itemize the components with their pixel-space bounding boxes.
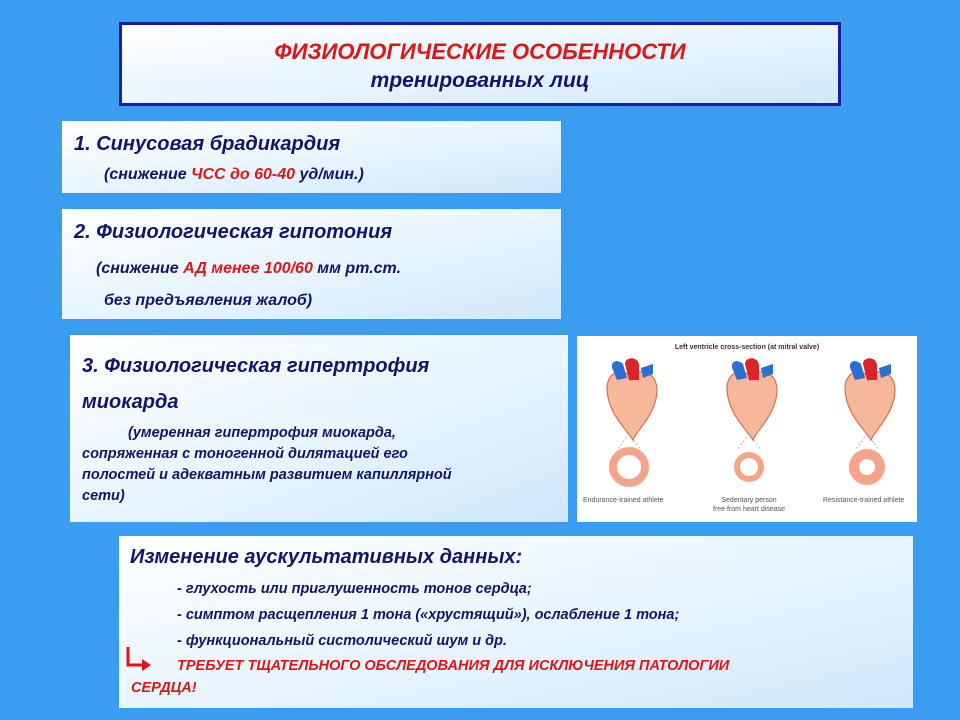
- heart-cross-section-figure: [577, 336, 917, 522]
- ring-resistance: [854, 454, 880, 480]
- figure-title: Left ventricle cross-section (at mitral valve): [674, 344, 820, 351]
- auscultation-item-1: - глухость или приглушенность тонов сердца;: [177, 581, 532, 597]
- hypotension-box: [62, 209, 561, 319]
- bradycardia-heading: 1. Синусовая брадикардия: [74, 133, 341, 155]
- bradycardia-box: [62, 121, 561, 193]
- auscultation-item-2: - симптом расщепления 1 тона («хрустящий»), ослабление 1 тона;: [177, 607, 680, 623]
- hearts-illustration: [577, 336, 917, 522]
- title-box: [119, 22, 841, 106]
- heart-3: [845, 358, 895, 440]
- heart-2: [727, 358, 777, 440]
- hypertrophy-detail-line1: (умеренная гипертрофия миокарда,: [128, 425, 396, 441]
- hypertrophy-heading-line2: миокарда: [82, 391, 179, 413]
- hypotension-detail: [96, 260, 401, 278]
- hypertrophy-box: [70, 335, 568, 522]
- auscultation-heading: Изменение аускультативных данных:: [130, 546, 523, 568]
- warning-line2: СЕРДЦА!: [131, 680, 197, 696]
- figure-label-sedentary: Sedentary person: [721, 497, 777, 504]
- hypertrophy-heading-line1: 3. Физиологическая гипертрофия: [82, 355, 430, 377]
- warning-line1: ТРЕБУЕТ ТЩАТЕЛЬНОГО ОБСЛЕДОВАНИЯ ДЛЯ ИСКЛЮЧЕНИЯ ПАТОЛОГИИ: [177, 658, 730, 674]
- hypotension-detail-prefix: (снижение: [96, 260, 184, 277]
- hypotension-detail-highlight: АД менее 100/60: [183, 260, 313, 277]
- hypertrophy-detail-line4: сети): [82, 488, 125, 504]
- figure-label-resistance: Resistance-trained athlete: [823, 497, 905, 504]
- bradycardia-detail-prefix: (снижение: [104, 166, 192, 183]
- hypotension-heading: 2. Физиологическая гипотония: [74, 221, 393, 243]
- bradycardia-detail-suffix: уд/мин.): [295, 166, 364, 183]
- auscultation-item-3: - функциональный систолический шум и др.: [177, 633, 507, 649]
- title-line1: ФИЗИОЛОГИЧЕСКИЕ ОСОБЕННОСТИ: [274, 39, 686, 64]
- hypertrophy-detail-line2: сопряженная с тоногенной дилятацией его: [82, 446, 408, 462]
- hypertrophy-detail-line3: полостей и адекватным развитием капиллярной: [82, 467, 452, 483]
- hypotension-detail-suffix: мм рт.ст.: [312, 260, 402, 277]
- figure-sublabel-sedentary: free from heart disease: [713, 506, 785, 513]
- hypotension-detail-line2: без предъявления жалоб): [104, 292, 313, 309]
- heart-1: [607, 358, 657, 440]
- title-line2: тренированных лиц: [370, 69, 590, 92]
- figure-label-endurance: Endurance-trained athlete: [583, 497, 664, 504]
- auscultation-box: [119, 536, 913, 708]
- bradycardia-detail-highlight: ЧСС до 60-40: [191, 166, 296, 183]
- bradycardia-detail: [104, 166, 364, 184]
- ring-endurance: [613, 451, 645, 483]
- ring-sedentary: [737, 455, 761, 479]
- corner-arrow-icon: [124, 645, 154, 671]
